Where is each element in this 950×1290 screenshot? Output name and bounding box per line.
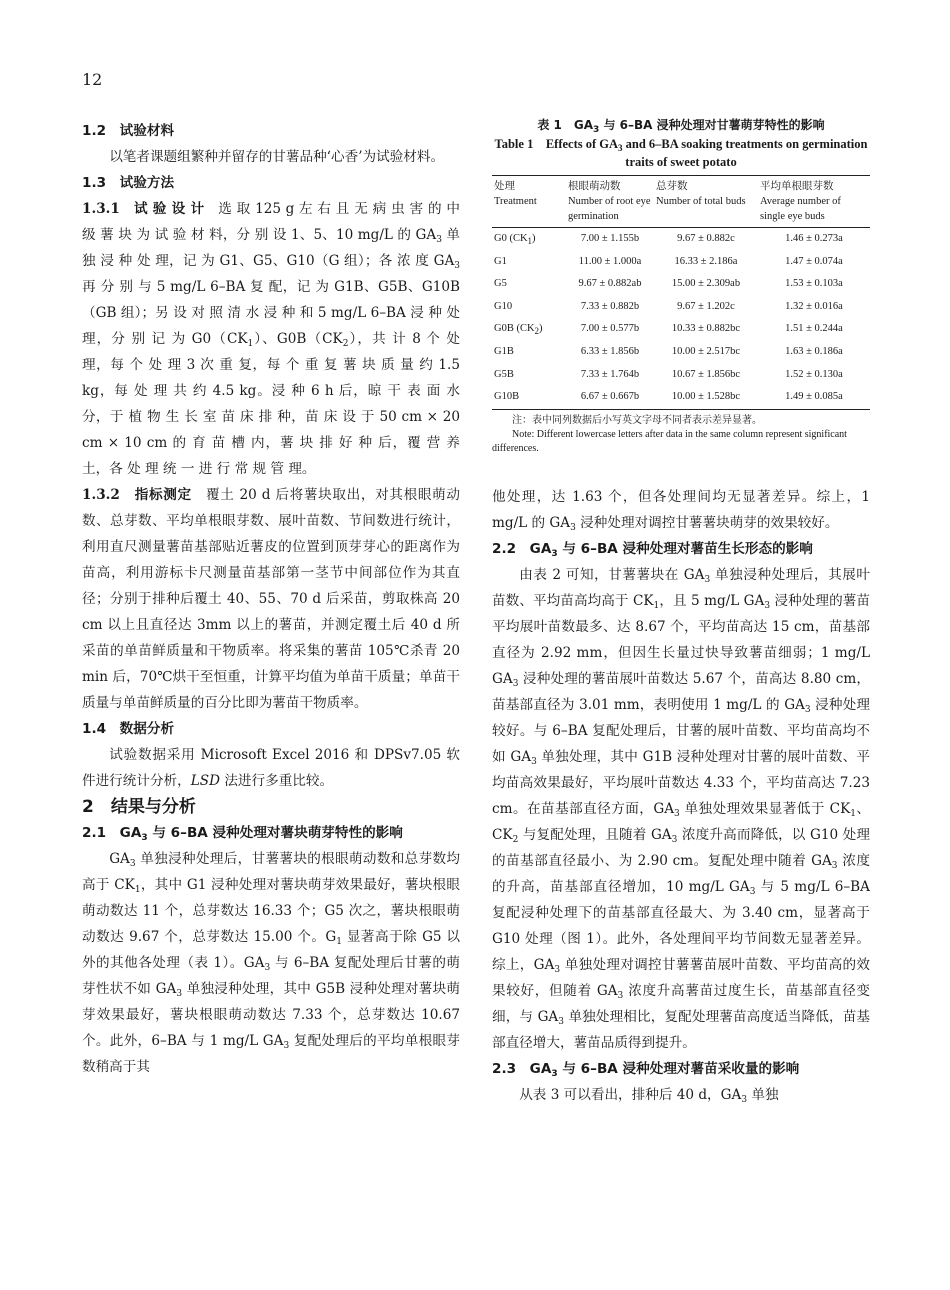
section-2-heading: 2 结果与分析	[82, 797, 196, 817]
cell-treatment: G5B	[494, 368, 514, 380]
data-table	[492, 175, 870, 410]
table-note	[492, 414, 870, 456]
section-2-1-heading: 2.1 $GA_3$ 与 6–BA 浸种处理对薯块萌芽特性的影响	[82, 825, 403, 843]
section-2-3-text: 从表 3 可以看出，排种后 40 d，$GA_3$ 单独	[519, 1087, 779, 1105]
section-1-4-heading: 1.4 数据分析	[82, 721, 175, 737]
section-1-3-1-title: 1.3.1 试 验 设 计	[82, 201, 205, 217]
cell-treatment: G10	[494, 300, 513, 312]
section-1-3-1-text: 1.3.1 试 验 设 计 选 取 125 g 左 右 且 无 病 虫 害 的 中 级 薯 块 为 试 验 材 料，分 别 设 1、5、10 mg/L 的 $GA_3$ 单 独 浸 种 处 理，记 为 G1、G5、G10（G 组）；各 浓 度 $GA_3$ 再 分 别 与 5 mg/L 6–BA 复 配，记 为 G1B、G5B、G10B（GB 组）；另 设 对 照 清 水 浸 种 和 5 mg/L 6–BA 浸 种 处 理，分 别 记 为 $G0(CK_1)$、$G0B(CK_2)$，共 计 8 个 处 理，每 个 处 理 3 次 重 复，每 个 重 复 薯 块 质 量 约 1.5 kg，每 处 理 共 约 4.5 kg。浸 种 6 h 后，晾 干 表 面 水 分，于 植 物 生 长 室 苗 床 排 种，苗 床 设 于 50 cm × 20 cm × 10 cm 的 育 苗 槽 内，薯 块 排 好 种 后，覆 营 养 土，各 处 理 统 一 进 行 常 规 管 理。	[82, 201, 460, 477]
section-2-3-heading: 2.3 $GA_3$ 与 6–BA 浸种处理对薯苗采收量的影响	[492, 1061, 800, 1079]
table-header-row	[492, 176, 870, 228]
cell-avg-buds: 1.49 ± 0.085a	[785, 391, 843, 403]
cell-root-eye: 7.00 ± 1.155b	[580, 233, 640, 244]
section-1-3-2-title: 1.3.2 指标测定	[82, 487, 192, 503]
cell-total-buds: 10.00 ± 1.528bc	[671, 391, 741, 403]
cell-total-buds: 10.00 ± 2.517bc	[671, 345, 741, 357]
left-column	[82, 118, 460, 1080]
table-row	[492, 364, 870, 387]
cell-avg-buds: 1.53 ± 0.103a	[785, 278, 843, 290]
header-treatment: 处理 Treatment	[492, 176, 566, 228]
cell-total-buds: 15.00 ± 2.309ab	[671, 278, 741, 290]
table-row	[492, 296, 870, 319]
header-total-buds: 总芽数 Number of total buds	[654, 176, 758, 228]
cell-avg-buds: 1.32 ± 0.016a	[785, 300, 843, 312]
table-note-cn: 注：表中同列数据后小写英文字母不同者表示差异显著。	[512, 414, 762, 426]
section-2-1-continued: 他处理，达 1.63 个，但各处理间均无显著差异。综上，1 mg/L 的 $GA_3$ 浸种处理对调控甘薯薯块萌芽的效果较好。	[492, 489, 870, 533]
table-row	[492, 318, 870, 341]
section-2-2-text: 由表 2 可知，甘薯薯块在 $GA_3$ 单独浸种处理后，其展叶苗数、平均苗高均高于 $CK_1$，且 5 mg/L $GA_3$ 浸种处理的薯苗平均展叶苗数最多、达 8.67 个，平均苗高达 15 cm，苗基部直径为 2.92 mm，但因生长量过快导致薯苗细弱；1 mg/L $GA_3$ 浸种处理的薯苗展叶苗数达 5.67 个，苗高达 8.80 cm，苗基部直径为 3.01 mm，表明使用 1 mg/L 的 $GA_3$ 浸种处理较好。与 6–BA 复配处理后，甘薯的展叶苗数、平均苗高均不如 $GA_3$ 单独处理，其中 G1B 浸种处理对甘薯的展叶苗数、平均苗高效果最好，平均展叶苗数达 4.33 个，平均苗高达 7.23 cm。在苗基部直径方面，$GA_3$ 单独处理效果显著低于 $CK_1$、$CK_2$ 与复配处理，且随着 $GA_3$ 浓度升高而降低，以 G10 处理的苗基部直径最小、为 2.90 cm。复配处理中随着 $GA_3$ 浓度的升高，苗基部直径增加，10 mg/L $GA_3$ 与 5 mg/L 6–BA 复配浸种处理下的苗基部直径最大、为 3.40 cm，显著高于 G10 处理（图 1）。此外，各处理间平均节间数无显著差异。综上，$GA_3$ 单独处理对调控甘薯薯苗展叶苗数、平均苗高的效果较好，但随着 $GA_3$ 浓度升高薯苗过度生长，苗基部直径变细，与 $GA_3$ 单独处理相比，复配处理薯苗高度适当降低，苗基部直径增大，薯苗品质得到提升。	[492, 567, 871, 1051]
cell-total-buds: 10.33 ± 0.882bc	[671, 323, 741, 335]
table-row	[492, 251, 870, 274]
cell-treatment: G0B $(CK_2)$	[494, 323, 543, 337]
cell-treatment: G0 $(CK_1)$	[494, 233, 536, 246]
section-2-1-text: $GA_3$ 单独浸种处理后，甘薯薯块的根眼萌动数和总芽数均高于 $CK_1$，其中 G1 浸种处理对薯块萌芽效果最好，薯块根眼萌动数达 11 个，总芽数达 16.33 个；G5 次之，薯块根眼萌动数达 9.67 个，总芽数达 15.00 个。$G_1$ 显著高于除 G5 以外的其他各处理（表 1）。$GA_3$ 与 6–BA 复配处理后甘薯的萌芽性状不如 $GA_3$ 单独浸种处理，其中 G5B 浸种处理对薯块萌芽效果最好，薯块根眼萌动数达 7.33 个，总芽数达 10.67 个。此外，6–BA 与 1 mg/L $GA_3$ 复配处理后的平均单根眼芽数稍高于其	[82, 851, 460, 1075]
cell-root-eye: 6.67 ± 0.667b	[580, 391, 640, 403]
cell-treatment: G5	[494, 278, 507, 290]
cell-total-buds: 9.67 ± 0.882c	[677, 233, 735, 244]
cell-avg-buds: 1.52 ± 0.130a	[785, 368, 843, 380]
section-1-3-heading: 1.3 试验方法	[82, 175, 175, 191]
cell-avg-buds: 1.63 ± 0.186a	[785, 345, 843, 357]
cell-total-buds: 10.67 ± 1.856bc	[671, 368, 741, 380]
table-caption-en: Table 1 Effects of $GA_3$ and 6–BA soaking treatments on germination traits of sweet potato	[494, 137, 868, 169]
table-note-en: Note: Different lowercase letters after data in the same column represent significant differences.	[492, 428, 847, 454]
header-avg-buds: 平均单根眼芽数 Average number of single eye buds	[758, 176, 870, 228]
section-2-2-heading: 2.2 $GA_3$ 与 6–BA 浸种处理对薯苗生长形态的影响	[492, 541, 813, 559]
cell-total-buds: 9.67 ± 1.202c	[677, 300, 735, 312]
page-number: 12	[82, 70, 103, 89]
header-root-eye: 根眼萌动数 Number of root eye germination	[566, 176, 654, 228]
cell-treatment: G1	[494, 255, 507, 267]
table-1	[492, 116, 870, 456]
table-row	[492, 228, 870, 251]
section-1-3-2-text: 1.3.2 指标测定 覆土 20 d 后将薯块取出，对其根眼萌动数、总芽数、平均单根眼芽数、展叶苗数、节间数进行统计，利用直尺测量薯苗基部贴近薯皮的位置到顶芽芽心的距离作为苗高，利用游标卡尺测量苗基部第一茎节中间部位作为其直径；分别于排种后覆土 40、55、70 d 后采苗，剪取株高 20 cm 以上且直径达 3mm 以上的薯苗，并测定覆土后 40 d 所采苗的单苗鲜质量和干物质率。将采集的薯苗 105℃杀青 20 min 后，70℃烘干至恒重，计算平均值为单苗干质量；单苗干质量与单苗鲜质量的百分比即为薯苗干物质率。	[82, 487, 461, 711]
cell-root-eye: 9.67 ± 0.882ab	[578, 278, 642, 290]
cell-root-eye: 7.33 ± 0.882b	[580, 300, 640, 312]
section-1-4-text: 试验数据采用 Microsoft Excel 2016 和 DPSv7.05 软件进行统计分析，LSD 法进行多重比较。	[82, 747, 460, 789]
cell-root-eye: 7.33 ± 1.764b	[580, 368, 640, 380]
section-1-2-text: 以笔者课题组繁种并留存的甘薯品种‘心香’为试验材料。	[109, 149, 445, 165]
cell-root-eye: 11.00 ± 1.000a	[578, 255, 642, 267]
table-row	[492, 341, 870, 364]
cell-treatment: G10B	[494, 391, 520, 403]
cell-root-eye: 7.00 ± 0.577b	[580, 323, 640, 335]
table-caption-cn: 表 1 $GA_3$ 与 6–BA 浸种处理对甘薯萌芽特性的影响	[537, 118, 825, 135]
section-1-2-heading: 1.2 试验材料	[82, 123, 175, 139]
right-column	[492, 484, 870, 1108]
cell-avg-buds: 1.46 ± 0.273a	[785, 233, 843, 244]
cell-avg-buds: 1.47 ± 0.074a	[785, 255, 843, 267]
cell-treatment: G1B	[494, 345, 514, 357]
table-row	[492, 273, 870, 296]
cell-root-eye: 6.33 ± 1.856b	[580, 345, 640, 357]
cell-avg-buds: 1.51 ± 0.244a	[785, 323, 843, 335]
cell-total-buds: 16.33 ± 2.186a	[674, 255, 738, 267]
table-row	[492, 386, 870, 409]
